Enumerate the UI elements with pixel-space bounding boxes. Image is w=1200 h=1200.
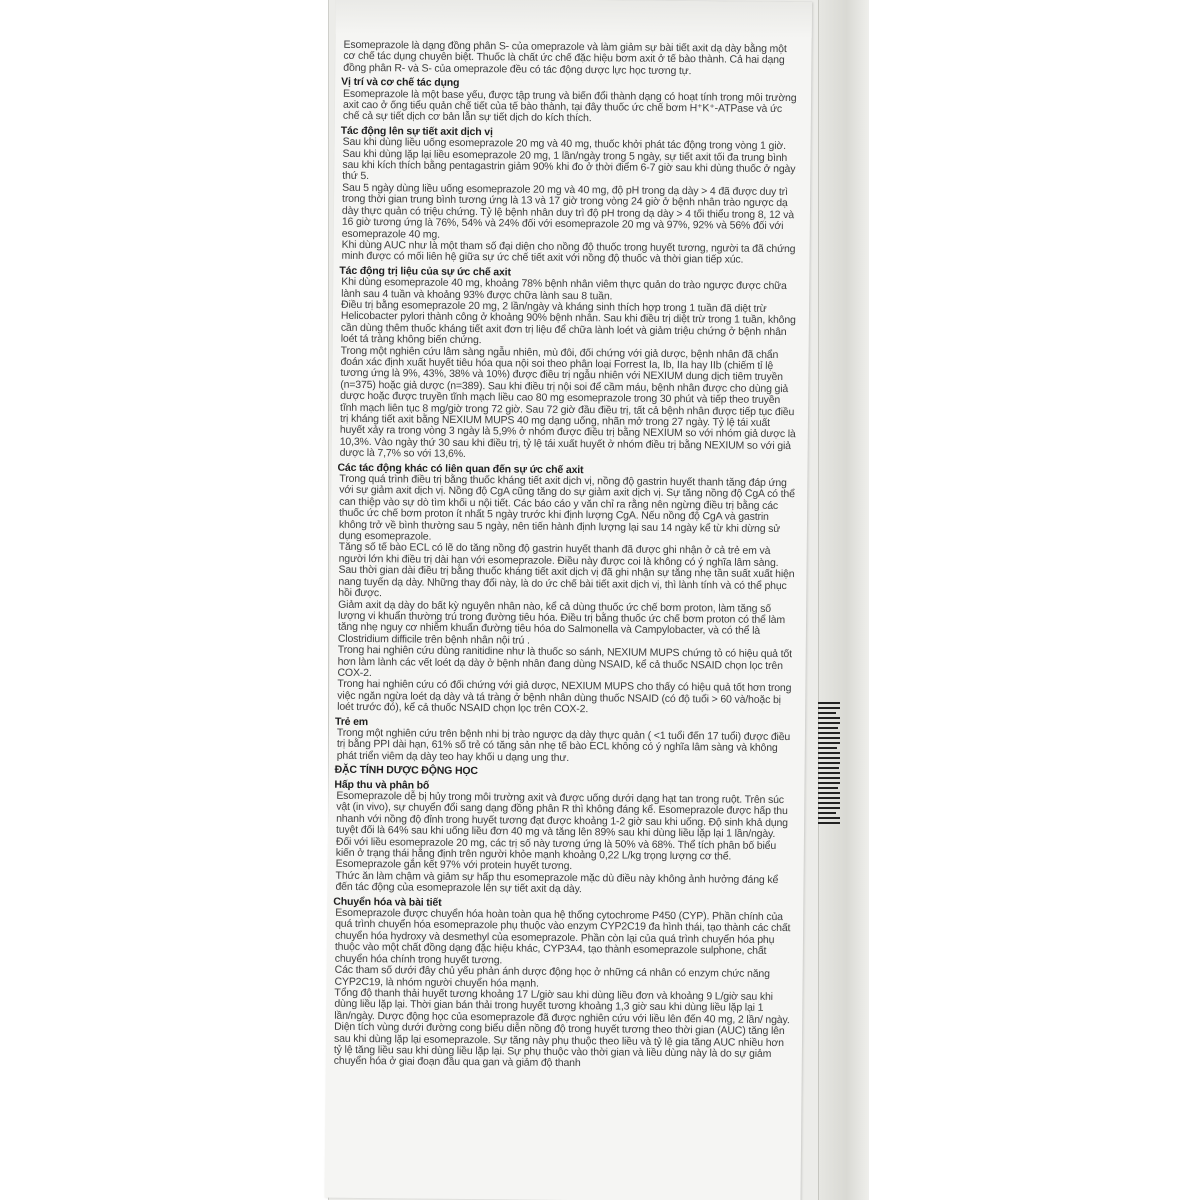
body-paragraph: Trong quá trình điều trị bằng thuốc kháng tiết axit dịch vị, nồng độ gastrin huyết thanh tăng đáp ứng với sự giảm axit dịch vị. Nồng độ CgA cũng tăng do sự giảm axit dịch vị. Sự tăng nồng độ CgA có thể can thiệp vào sự dò tìm khối u nội tiết. Các báo cáo y văn chỉ ra rằng nên ngừng điều trị bằng các thuốc ức chế bơm proton ít nhất 5 ngày trước khi định lượng CgA. Nếu nồng độ CgA và gastrin không trở về bình thường sau 5 ngày, nên tiến hành định lượng lại sau 14 ngày kể từ khi dừng sử dụng esomeprazole. [338,472,795,543]
body-paragraph: Esomeprazole được chuyển hóa hoàn toàn qua hệ thống cytochrome P450 (CYP). Phần chính của quá trình chuyển hóa esomeprazole phụ thuộc vào enzym CYP2C19 đa hình thái, tạo thành các chất chuyển hóa hydroxy và desmethyl của esomeprazole. Phần còn lại của quá trình chuyển hóa phụ thuộc vào một chất đồng dạng đặc hiệu khác, CYP3A4, tạo thành esomeprazole sulphone, chất chuyển hóa chính trong huyết tương. [334,906,791,967]
section-heading: Vị trí và cơ chế tác dụng [341,75,460,90]
section-heading: Tác động lên sự tiết axit dịch vị [340,124,493,139]
body-paragraph: Sau 5 ngày dùng liều uống esomeprazole 20 mg và 40 mg, độ pH trong dạ dày > 4 đã được duy trì trong thời gian trung bình tương ứng là 13 và 17 giờ trong vòng 24 giờ ở bệnh nhân trào ngược dạ dày thực quản có triệu chứng. Tỷ lệ bệnh nhân duy trì độ pH trong dạ dày > 4 tối thiểu trong 8, 12 và 16 giờ tương ứng là 76%, 54% và 24% đối với esomeprazole 20 mg và 97%, 92% và 56% đối với esomeprazole 40 mg. [341,181,794,241]
body-paragraph: Giảm axit dạ dày do bất kỳ nguyên nhân nào, kể cả dùng thuốc ức chế bơm proton, làm tăng số lượng vi khuẩn thường trú trong đường tiêu hóa. Điều trị bằng thuốc ức chế bơm proton có thể làm tăng nhẹ nguy cơ nhiễm khuẩn đường tiêu hóa do Salmonella và Campylobacter, và có thể là Clostridium difficile trên bệnh nhân nội trú . [337,598,786,647]
body-paragraph: Trong hai nghiên cứu có đối chứng với giả dược, NEXIUM MUPS cho thấy có hiệu quả tốt hơn trong việc ngăn ngừa loét dạ dày và tá tràng ở bệnh nhân dùng thuốc NSAID (có độ tuổi > 60 và/hoặc bị loét trước đó), kể cả thuốc NSAID chọn lọc trên COX-2. [337,678,792,716]
major-heading: ĐẶC TÍNH DƯỢC ĐỘNG HỌC [334,763,478,778]
section-heading: Tác động trị liệu của sự ức chế axit [339,264,511,279]
leaflet-text [332,40,800,1072]
body-paragraph: Thức ăn làm chậm và giảm sự hấp thu esomeprazole mặc dù điều này không ảnh hưởng đáng kể đến tác động của esomeprazole lên sự tiết axit dạ dày. [335,869,779,896]
page-top-shadow [336,0,812,38]
section-heading: Trẻ em [335,715,369,728]
leaflet-page [324,0,811,1200]
body-paragraph: Điều trị bằng esomeprazole 20 mg, 2 lần/ngày và kháng sinh thích hợp trong 1 tuần đã diệt trừ Helicobacter pylori thành công ở khoảng 90% bệnh nhân. Sau khi điều trị diệt trừ trong 1 tuần, không cần dùng thêm thuốc kháng tiết axit đơn trị liệu để chữa lành loét và giảm triệu chứng ở bệnh nhân loét tá tràng không biến chứng. [340,298,796,347]
section-heading: Các tác động khác có liên quan đến sự ức chế axit [337,461,584,476]
body-paragraph: Esomeprazole dễ bị hủy trong môi trường axit và được uống dưới dạng hạt tan trong ruột. Trên súc vật (in vivo), sự chuyển đổi sang dạng đồng phân R thì không đáng kể. Esomeprazole được hấp thu nhanh với nồng độ đỉnh trong huyết tương đạt được khoảng 1-2 giờ sau khi uống. Độ sinh khả dụng tuyệt đối là 64% sau khi uống liều đơn 40 mg và tăng lên 89% sau khi dùng liều lặp lại 1 lần/ngày. Đối với liều esomeprazole 20 mg, các trị số này tương ứng là 50% và 68%. Thể tích phân bố biểu kiến ở trạng thái hằng định trên người khỏe mạnh khoảng 0,22 L/kg trọng lượng cơ thể. Esomeprazole gắn kết 97% với protein huyết tương. [335,789,788,873]
body-paragraph: Sau khi dùng liều uống esomeprazole 20 mg và 40 mg, thuốc khởi phát tác động trong vòng 1 giờ. Sau khi dùng lặp lại liều esomeprazole 20 mg, 1 lần/ngày trong 5 ngày, sự tiết axit tối đa trung bình sau khi kích thích bằng pentagastrin giảm 90% khi đo ở thời điểm 6-7 giờ sau khi dùng thuốc ở ngày thứ 5. [342,136,796,183]
body-paragraph: Trong một nghiên cứu lâm sàng ngẫu nhiên, mù đôi, đối chứng với giả dược, bệnh nhân đã chẩn đoán xác định xuất huyết tiêu hóa qua nội soi theo phân loại Forrest Ia, Ib, IIa hay IIb (chiếm tỉ lệ tương ứng là 9%, 43%, 38% và 10%) được điều trị ngẫu nhiên với NEXIUM dung dịch tiêm truyền (n=375) hoặc giả dược (n=389). Sau khi điều trị nội soi để cầm máu, bệnh nhân được cho dùng giả dược hoặc được truyền tĩnh mạch liều cao 80 mg esomeprazole trong 30 phút và tiếp theo truyền tĩnh mạch liên tục 8 mg/giờ trong 72 giờ. Sau 72 giờ đầu điều trị, tất cả bệnh nhân được tiếp tục điều trị kháng tiết axit bằng NEXIUM MUPS 40 mg dạng uống, nhãn mở trong 27 ngày. Tỷ lệ tái xuất huyết xảy ra trong vòng 3 ngày là 5,9% ở nhóm được điều trị bằng NEXIUM so với nhóm giả dược là 10,3%. Vào ngày thứ 30 sau khi điều trị, tỷ lệ tái xuất huyết ở nhóm điều trị bằng NEXIUM so với giả dược là 7,7% so với 13,6%. [339,344,796,461]
fold-strip [818,0,869,1200]
body-paragraph: Esomeprazole là dạng đồng phân S- của omeprazole và làm giảm sự bài tiết axit dạ dày bằng một cơ chế tác dụng chuyên biệt. Thuốc là chất ức chế đặc hiệu bơm axit ở tế bào thành. Cả hai dạng đồng phân R- và S- của omeprazole đều có tác động dược lực học tương tự. [343,38,787,77]
section-heading: Chuyển hóa và bài tiết [333,895,442,909]
barcode [818,702,840,828]
body-paragraph: Khi dùng esomeprazole 40 mg, khoảng 78% bệnh nhân viêm thực quản do trào ngược được chữa lành sau 4 tuần và khoảng 93% được chữa lành sau 8 tuần. [341,275,787,302]
body-paragraph: Esomeprazole là một base yếu, được tập trung và biến đổi thành dạng có hoạt tính trong môi trường axit cao ở ống tiểu quản chế tiết của tế bào thành, tại đây thuốc ức chế bơm H⁺K⁺-ATPase và ức chế cả sự tiết dịch cơ bản lẫn sự tiết dịch do kích thích. [342,87,797,125]
body-paragraph: Tăng số tế bào ECL có lẽ do tăng nồng độ gastrin huyết thanh đã được ghi nhận ở cả trẻ em và người lớn khi điều trị dài hạn với esomeprazole. Điều này được coi là không có ý nghĩa lâm sàng. Sau thời gian dài điều trị bằng thuốc kháng tiết axit dịch vị đã ghi nhận sự tăng nhẹ tần suất xuất hiện nang tuyến dạ dày. Những thay đổi này, là do ức chế bài tiết axit dịch vị, thì lành tính và có thể phục hồi được. [338,541,795,600]
body-paragraph: Các tham số dưới đây chủ yếu phản ánh dược động học ở những cá nhân có enzym chức năng CYP2C19, là nhóm người chuyển hóa mạnh. [334,963,770,990]
body-paragraph: Trong hai nghiên cứu dùng ranitidine như là thuốc so sánh, NEXIUM MUPS chứng tỏ có hiệu quả tốt hơn làm lành các vết loét dạ dày ở bệnh nhân đang dùng NSAID, kể cả thuốc NSAID chọn lọc trên COX-2. [337,643,792,680]
body-paragraph: Khi dùng AUC như là một tham số đại diện cho nồng độ thuốc trong huyết tương, người ta đã chứng minh được có mối liên hệ giữa sự ức chế tiết axit với nồng độ thuốc và thời gian tiếp xúc. [341,238,796,266]
body-paragraph: Trong một nghiên cứu trên bệnh nhi bị trào ngược dạ dày thực quản ( <1 tuổi đến 17 tuổi) được điều trị bằng PPI dài hạn, 61% số trẻ có tăng sản nhẹ tế bào ECL không có ý nghĩa lâm sàng và không phát triển viêm dạ dày teo hay khối u dạng ung thư. [336,726,791,764]
body-paragraph: Tổng độ thanh thải huyết tương khoảng 17 L/giờ sau khi dùng liều đơn và khoảng 9 L/giờ sau khi dùng liều lặp lại. Thời gian bán thải trong huyết tương khoảng 1,3 giờ sau khi dùng liều lặp lại 1 lần/ngày. Dược động học của esomeprazole đã được nghiên cứu với liều lên đến 40 mg, 2 lần/ ngày. Diện tích vùng dưới đường cong biểu diễn nồng độ trong huyết tương theo thời gian (AUC) tăng lên sau khi dùng lặp lại esomeprazole. Sự tăng này phụ thuộc theo liều và tỷ lệ gia tăng AUC nhiều hơn tỷ lệ tăng liều sau khi dùng liều lặp lại. Sự phụ thuộc vào thời gian và liều dùng này là do sự giảm chuyển hóa ở giai đoạn đầu qua gan và giảm độ thanh [333,986,790,1070]
section-heading: Hấp thu và phân bố [334,778,430,792]
